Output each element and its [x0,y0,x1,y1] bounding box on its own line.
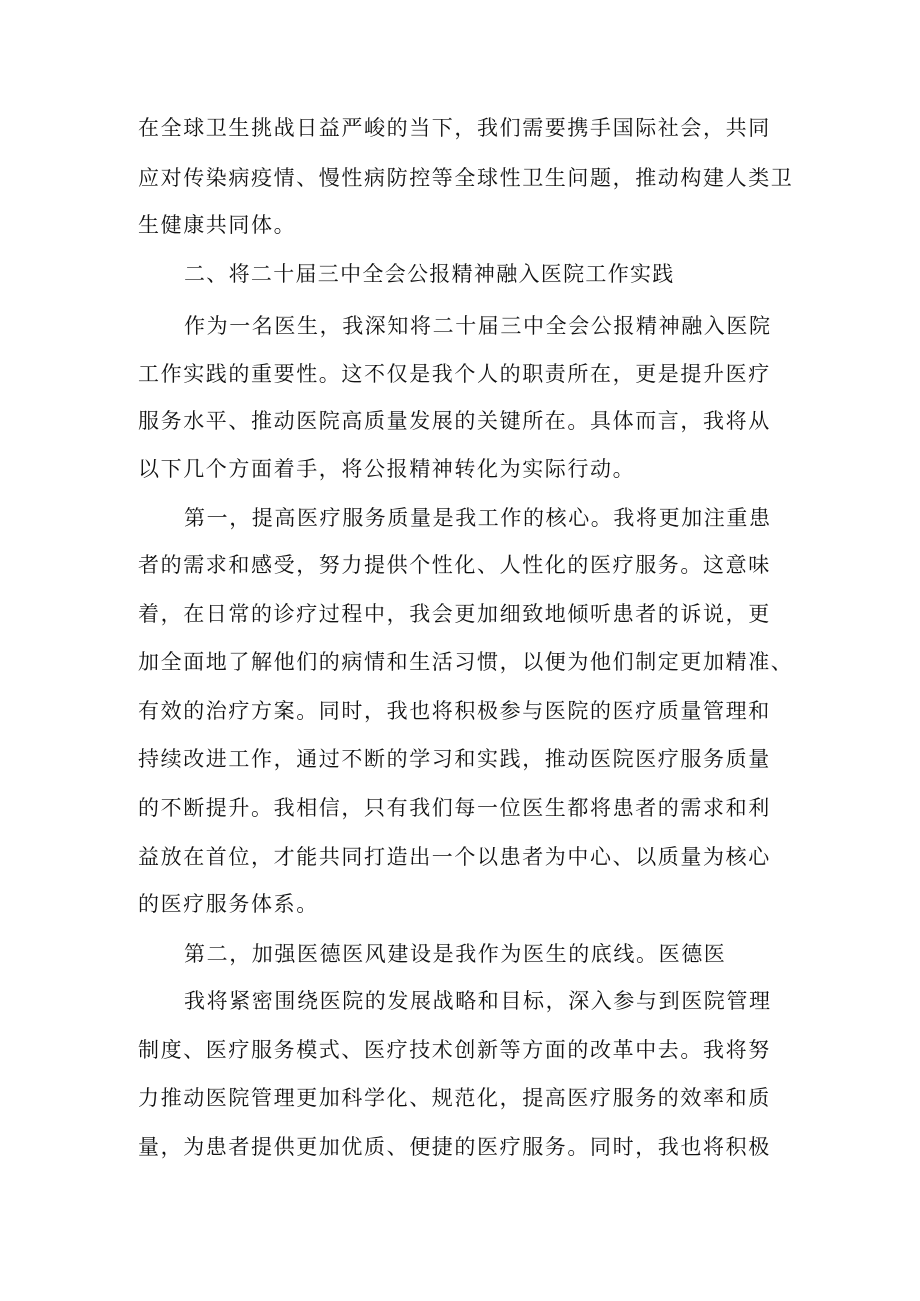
paragraph-line: 益放在首位，才能共同打造出一个以患者为中心、以质量为核心 [138,845,771,869]
paragraph-line: 着，在日常的诊疗过程中，我会更加细致地倾听患者的诉说，更 [138,602,771,626]
paragraph-line: 的不断提升。我相信，只有我们每一位医生都将患者的需求和利 [138,796,771,820]
paragraph-line: 有效的治疗方案。同时，我也将积极参与医院的医疗质量管理和 [138,699,771,723]
paragraph-line: 制度、医疗服务模式、医疗技术创新等方面的改革中去。我将努 [138,1038,771,1062]
paragraph-line: 工作实践的重要性。这不仅是我个人的职责所在，更是提升医疗 [138,362,771,386]
paragraph-line: 持续改进工作，通过不断的学习和实践，推动医院医疗服务质量 [138,747,771,771]
paragraph-line: 我将紧密围绕医院的发展战略和目标，深入参与到医院管理 [184,989,772,1013]
paragraph-line: 以下几个方面着手，将公报精神转化为实际行动。 [138,457,636,481]
paragraph-line: 者的需求和感受，努力提供个性化、人性化的医疗服务。这意味 [138,553,771,577]
section-heading: 二、将二十届三中全会公报精神融入医院工作实践 [184,262,675,286]
paragraph-line: 第一，提高医疗服务质量是我工作的核心。我将更加注重患 [184,506,772,530]
paragraph-line: 量，为患者提供更加优质、便捷的医疗服务。同时，我也将积极 [138,1135,771,1159]
paragraph-line: 的医疗服务体系。 [138,892,319,916]
paragraph-line: 加全面地了解他们的病情和生活习惯，以便为他们制定更加精准、 [138,650,794,674]
paragraph-line: 应对传染病疫情、慢性病防控等全球性卫生问题，推动构建人类卫 [138,166,794,190]
paragraph-line: 在全球卫生挑战日益严峻的当下，我们需要携手国际社会，共同 [138,116,771,140]
paragraph-line: 生健康共同体。 [138,213,297,237]
paragraph-line: 第二，加强医德医风建设是我作为医生的底线。医德医 [184,942,727,966]
paragraph-line: 力推动医院管理更加科学化、规范化，提高医疗服务的效率和质 [138,1086,771,1110]
paragraph-line: 作为一名医生，我深知将二十届三中全会公报精神融入医院 [184,314,772,338]
paragraph-line: 服务水平、推动医院高质量发展的关键所在。具体而言，我将从 [138,409,771,433]
